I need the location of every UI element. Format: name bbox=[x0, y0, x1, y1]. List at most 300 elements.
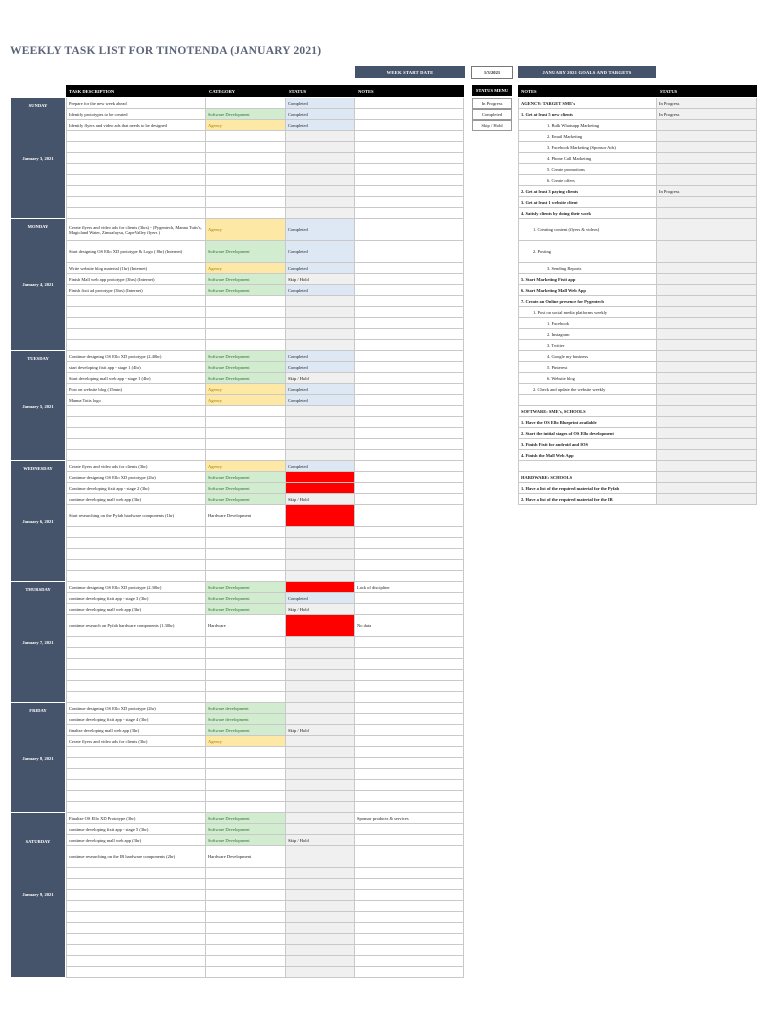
notes-cell[interactable] bbox=[355, 461, 464, 472]
goal-text-cell[interactable]: 3. Finish Fixit for android and IOS bbox=[518, 439, 657, 450]
notes-cell[interactable] bbox=[355, 417, 464, 428]
status-cell[interactable] bbox=[286, 659, 355, 670]
task-description-cell[interactable]: Finish Mall web app prototype (3hrs) (Internet) bbox=[66, 274, 206, 285]
status-cell[interactable] bbox=[286, 307, 355, 318]
task-description-cell[interactable] bbox=[66, 901, 206, 912]
notes-cell[interactable] bbox=[355, 131, 464, 142]
status-cell[interactable] bbox=[286, 549, 355, 560]
notes-cell[interactable] bbox=[355, 384, 464, 395]
task-description-cell[interactable] bbox=[66, 912, 206, 923]
category-cell[interactable] bbox=[206, 417, 286, 428]
category-cell[interactable] bbox=[206, 131, 286, 142]
goal-text-cell[interactable]: 1. Facebook bbox=[518, 318, 657, 329]
category-cell[interactable] bbox=[206, 318, 286, 329]
status-cell[interactable]: Completed bbox=[286, 395, 355, 406]
goal-status-cell[interactable]: In Progress bbox=[657, 98, 757, 109]
notes-cell[interactable]: Lack of discipline bbox=[355, 582, 464, 593]
category-cell[interactable] bbox=[206, 549, 286, 560]
task-description-cell[interactable] bbox=[66, 131, 206, 142]
notes-cell[interactable] bbox=[355, 186, 464, 197]
task-description-cell[interactable]: Continue developing fixit app - stage 2 (3hr) bbox=[66, 483, 206, 494]
notes-cell[interactable] bbox=[355, 175, 464, 186]
goal-text-cell[interactable]: 2. Get at least 3 paying clients bbox=[518, 186, 657, 197]
status-cell[interactable]: Completed bbox=[286, 241, 355, 263]
notes-cell[interactable] bbox=[355, 791, 464, 802]
task-description-cell[interactable]: Identify flyers and video ads that needs to be designed bbox=[66, 120, 206, 131]
task-description-cell[interactable]: start developing fixit app - stage 1 (4hr) bbox=[66, 362, 206, 373]
task-description-cell[interactable]: Start researching on the Pyfab hardware components (1hr) bbox=[66, 505, 206, 527]
goal-status-cell[interactable] bbox=[657, 362, 757, 373]
notes-cell[interactable] bbox=[355, 505, 464, 527]
task-description-cell[interactable]: continue developing fixit app - stage 4 (3hr) bbox=[66, 714, 206, 725]
task-description-cell[interactable] bbox=[66, 659, 206, 670]
task-description-cell[interactable] bbox=[66, 538, 206, 549]
status-cell[interactable]: Completed bbox=[286, 461, 355, 472]
task-description-cell[interactable]: continue developing fixit app - stage 3 (3hr) bbox=[66, 593, 206, 604]
status-cell[interactable] bbox=[286, 527, 355, 538]
category-cell[interactable]: Agency bbox=[206, 120, 286, 131]
goal-status-cell[interactable] bbox=[657, 461, 757, 472]
notes-cell[interactable] bbox=[355, 747, 464, 758]
status-cell[interactable] bbox=[286, 791, 355, 802]
task-description-cell[interactable]: Prepare for the new week ahead bbox=[66, 98, 206, 109]
category-cell[interactable] bbox=[206, 175, 286, 186]
category-cell[interactable]: Software Development bbox=[206, 494, 286, 505]
task-description-cell[interactable] bbox=[66, 428, 206, 439]
status-cell[interactable] bbox=[286, 186, 355, 197]
goal-status-cell[interactable] bbox=[657, 263, 757, 274]
notes-cell[interactable] bbox=[355, 681, 464, 692]
task-description-cell[interactable] bbox=[66, 758, 206, 769]
category-cell[interactable]: Software Development bbox=[206, 824, 286, 835]
status-option-completed[interactable]: Completed bbox=[472, 109, 512, 120]
status-cell[interactable] bbox=[286, 439, 355, 450]
task-description-cell[interactable] bbox=[66, 923, 206, 934]
task-description-cell[interactable] bbox=[66, 560, 206, 571]
category-cell[interactable] bbox=[206, 945, 286, 956]
goal-text-cell[interactable] bbox=[518, 395, 657, 406]
task-description-cell[interactable] bbox=[66, 571, 206, 582]
category-cell[interactable] bbox=[206, 802, 286, 813]
task-description-cell[interactable] bbox=[66, 879, 206, 890]
category-cell[interactable] bbox=[206, 956, 286, 967]
goal-text-cell[interactable]: 3. Sending Reports bbox=[518, 263, 657, 274]
notes-cell[interactable] bbox=[355, 274, 464, 285]
status-cell[interactable] bbox=[286, 901, 355, 912]
goal-status-cell[interactable] bbox=[657, 439, 757, 450]
task-description-cell[interactable] bbox=[66, 186, 206, 197]
task-description-cell[interactable] bbox=[66, 934, 206, 945]
notes-cell[interactable] bbox=[355, 725, 464, 736]
goal-text-cell[interactable]: 1. Post on social media platforms weekly bbox=[518, 307, 657, 318]
goal-text-cell[interactable]: 3. Facebook Marketing (Sponsor Ads) bbox=[518, 142, 657, 153]
goal-text-cell[interactable]: 2. Start the initial stages of OS Ello development bbox=[518, 428, 657, 439]
status-cell[interactable] bbox=[286, 670, 355, 681]
goal-text-cell[interactable] bbox=[518, 461, 657, 472]
notes-cell[interactable] bbox=[355, 835, 464, 846]
status-cell[interactable] bbox=[286, 769, 355, 780]
category-cell[interactable]: Hardware Development bbox=[206, 846, 286, 868]
notes-cell[interactable] bbox=[355, 956, 464, 967]
status-cell[interactable]: Completed bbox=[286, 384, 355, 395]
goal-status-cell[interactable]: In Progress bbox=[657, 109, 757, 120]
category-cell[interactable] bbox=[206, 329, 286, 340]
category-cell[interactable] bbox=[206, 208, 286, 219]
status-cell[interactable] bbox=[286, 197, 355, 208]
notes-cell[interactable] bbox=[355, 439, 464, 450]
goal-text-cell[interactable]: 6. Create offers bbox=[518, 175, 657, 186]
notes-cell[interactable] bbox=[355, 197, 464, 208]
goal-text-cell[interactable]: 2. Posting bbox=[518, 241, 657, 263]
status-cell[interactable]: Skip / Hold bbox=[286, 725, 355, 736]
task-description-cell[interactable] bbox=[66, 296, 206, 307]
task-description-cell[interactable]: Continue designing OS Ello XD prototype (2hr) bbox=[66, 472, 206, 483]
notes-cell[interactable] bbox=[355, 362, 464, 373]
task-description-cell[interactable]: Continue designing OS Ello XD prototype (2hr) bbox=[66, 703, 206, 714]
goal-status-cell[interactable] bbox=[657, 450, 757, 461]
task-description-cell[interactable]: Finish fixit ad prototype (3hrs) (Internet) bbox=[66, 285, 206, 296]
week-start-value[interactable]: 1/3/2021 bbox=[471, 66, 513, 79]
task-description-cell[interactable] bbox=[66, 450, 206, 461]
task-description-cell[interactable] bbox=[66, 967, 206, 978]
task-description-cell[interactable] bbox=[66, 307, 206, 318]
category-cell[interactable]: Software Development bbox=[206, 241, 286, 263]
status-cell[interactable] bbox=[286, 472, 355, 483]
goal-status-cell[interactable] bbox=[657, 373, 757, 384]
goal-status-cell[interactable] bbox=[657, 219, 757, 241]
task-description-cell[interactable] bbox=[66, 890, 206, 901]
status-cell[interactable] bbox=[286, 340, 355, 351]
goal-status-cell[interactable] bbox=[657, 153, 757, 164]
task-description-cell[interactable]: continue developing mall web app (3hr) bbox=[66, 604, 206, 615]
category-cell[interactable] bbox=[206, 780, 286, 791]
status-cell[interactable]: Completed bbox=[286, 263, 355, 274]
category-cell[interactable] bbox=[206, 439, 286, 450]
goal-status-cell[interactable] bbox=[657, 417, 757, 428]
status-cell[interactable] bbox=[286, 450, 355, 461]
goal-text-cell[interactable]: SOFTWARE: SME's, SCHOOLS bbox=[518, 406, 657, 417]
notes-cell[interactable] bbox=[355, 142, 464, 153]
category-cell[interactable]: Software Development bbox=[206, 274, 286, 285]
status-cell[interactable]: Completed bbox=[286, 593, 355, 604]
notes-cell[interactable] bbox=[355, 879, 464, 890]
task-description-cell[interactable]: Identify prototypes to be created bbox=[66, 109, 206, 120]
status-cell[interactable] bbox=[286, 945, 355, 956]
status-cell[interactable]: Skip / Hold bbox=[286, 604, 355, 615]
goal-status-cell[interactable] bbox=[657, 307, 757, 318]
category-cell[interactable] bbox=[206, 340, 286, 351]
category-cell[interactable]: Software development bbox=[206, 714, 286, 725]
status-cell[interactable] bbox=[286, 890, 355, 901]
task-description-cell[interactable] bbox=[66, 406, 206, 417]
task-description-cell[interactable] bbox=[66, 153, 206, 164]
status-cell[interactable] bbox=[286, 923, 355, 934]
status-cell[interactable] bbox=[286, 131, 355, 142]
goal-text-cell[interactable]: 2. Instagram bbox=[518, 329, 657, 340]
category-cell[interactable] bbox=[206, 758, 286, 769]
notes-cell[interactable] bbox=[355, 351, 464, 362]
category-cell[interactable]: Software Development bbox=[206, 593, 286, 604]
goal-status-cell[interactable] bbox=[657, 285, 757, 296]
category-cell[interactable] bbox=[206, 197, 286, 208]
goal-text-cell[interactable]: 7. Create an Online presence for Pygentech bbox=[518, 296, 657, 307]
notes-cell[interactable] bbox=[355, 296, 464, 307]
goal-status-cell[interactable] bbox=[657, 472, 757, 483]
status-cell[interactable] bbox=[286, 505, 355, 527]
category-cell[interactable] bbox=[206, 296, 286, 307]
category-cell[interactable] bbox=[206, 428, 286, 439]
notes-cell[interactable] bbox=[355, 428, 464, 439]
notes-cell[interactable] bbox=[355, 659, 464, 670]
status-cell[interactable] bbox=[286, 824, 355, 835]
task-description-cell[interactable] bbox=[66, 868, 206, 879]
category-cell[interactable]: Software Development bbox=[206, 813, 286, 824]
category-cell[interactable]: Agency bbox=[206, 384, 286, 395]
goal-status-cell[interactable] bbox=[657, 274, 757, 285]
notes-cell[interactable]: Sponsor products & services bbox=[355, 813, 464, 824]
goal-text-cell[interactable]: 6. Start Marketing Mall Web App bbox=[518, 285, 657, 296]
category-cell[interactable] bbox=[206, 538, 286, 549]
category-cell[interactable]: Software Development bbox=[206, 472, 286, 483]
notes-cell[interactable] bbox=[355, 164, 464, 175]
goal-text-cell[interactable]: 6. Website blog bbox=[518, 373, 657, 384]
goal-status-cell[interactable] bbox=[657, 340, 757, 351]
notes-cell[interactable] bbox=[355, 472, 464, 483]
notes-cell[interactable] bbox=[355, 527, 464, 538]
task-description-cell[interactable]: continue research on Pyfab hardware components (1.30hr) bbox=[66, 615, 206, 637]
notes-cell[interactable] bbox=[355, 329, 464, 340]
goal-text-cell[interactable]: 1. Creating content (flyers & videos) bbox=[518, 219, 657, 241]
notes-cell[interactable] bbox=[355, 890, 464, 901]
category-cell[interactable]: Agency bbox=[206, 395, 286, 406]
status-cell[interactable] bbox=[286, 956, 355, 967]
status-cell[interactable] bbox=[286, 758, 355, 769]
goal-status-cell[interactable] bbox=[657, 175, 757, 186]
task-description-cell[interactable] bbox=[66, 791, 206, 802]
task-description-cell[interactable] bbox=[66, 692, 206, 703]
category-cell[interactable] bbox=[206, 692, 286, 703]
goal-status-cell[interactable] bbox=[657, 164, 757, 175]
notes-cell[interactable] bbox=[355, 912, 464, 923]
status-cell[interactable]: Completed bbox=[286, 219, 355, 241]
status-cell[interactable] bbox=[286, 164, 355, 175]
status-cell[interactable]: Skip / Hold bbox=[286, 494, 355, 505]
status-cell[interactable] bbox=[286, 406, 355, 417]
category-cell[interactable]: Agency bbox=[206, 461, 286, 472]
notes-cell[interactable] bbox=[355, 109, 464, 120]
status-cell[interactable]: Completed bbox=[286, 120, 355, 131]
notes-cell[interactable] bbox=[355, 571, 464, 582]
status-cell[interactable] bbox=[286, 318, 355, 329]
notes-cell[interactable] bbox=[355, 483, 464, 494]
notes-cell[interactable] bbox=[355, 648, 464, 659]
category-cell[interactable] bbox=[206, 560, 286, 571]
category-cell[interactable] bbox=[206, 164, 286, 175]
notes-cell[interactable] bbox=[355, 934, 464, 945]
status-cell[interactable] bbox=[286, 692, 355, 703]
status-cell[interactable] bbox=[286, 208, 355, 219]
notes-cell[interactable] bbox=[355, 769, 464, 780]
category-cell[interactable] bbox=[206, 890, 286, 901]
status-cell[interactable]: Skip / Hold bbox=[286, 373, 355, 384]
task-description-cell[interactable] bbox=[66, 802, 206, 813]
goal-text-cell[interactable]: 5. Start Marketing Fixit app bbox=[518, 274, 657, 285]
notes-cell[interactable] bbox=[355, 758, 464, 769]
category-cell[interactable]: Software Development bbox=[206, 109, 286, 120]
task-description-cell[interactable] bbox=[66, 945, 206, 956]
category-cell[interactable] bbox=[206, 934, 286, 945]
task-description-cell[interactable] bbox=[66, 439, 206, 450]
category-cell[interactable]: Software Development bbox=[206, 835, 286, 846]
status-cell[interactable] bbox=[286, 846, 355, 868]
notes-cell[interactable] bbox=[355, 120, 464, 131]
status-cell[interactable]: Completed bbox=[286, 109, 355, 120]
goal-text-cell[interactable]: 1. Bulk Whatsapp Marketing bbox=[518, 120, 657, 131]
goal-status-cell[interactable] bbox=[657, 406, 757, 417]
task-description-cell[interactable] bbox=[66, 175, 206, 186]
category-cell[interactable] bbox=[206, 923, 286, 934]
task-description-cell[interactable] bbox=[66, 670, 206, 681]
goal-text-cell[interactable]: AGENCY: TARGET SME's bbox=[518, 98, 657, 109]
category-cell[interactable] bbox=[206, 307, 286, 318]
category-cell[interactable] bbox=[206, 186, 286, 197]
task-description-cell[interactable]: continue researching on the IB hardware components (2hr) bbox=[66, 846, 206, 868]
goal-text-cell[interactable]: 4. Google my business bbox=[518, 351, 657, 362]
task-description-cell[interactable] bbox=[66, 780, 206, 791]
status-cell[interactable]: Completed bbox=[286, 362, 355, 373]
goal-status-cell[interactable] bbox=[657, 428, 757, 439]
status-cell[interactable] bbox=[286, 736, 355, 747]
task-description-cell[interactable] bbox=[66, 769, 206, 780]
status-cell[interactable] bbox=[286, 813, 355, 824]
goal-status-cell[interactable] bbox=[657, 494, 757, 505]
category-cell[interactable] bbox=[206, 637, 286, 648]
status-cell[interactable] bbox=[286, 681, 355, 692]
task-description-cell[interactable] bbox=[66, 164, 206, 175]
category-cell[interactable]: Agency bbox=[206, 263, 286, 274]
goal-text-cell[interactable]: 1. Have a list of the required material for the Pyfab bbox=[518, 483, 657, 494]
notes-cell[interactable] bbox=[355, 285, 464, 296]
status-cell[interactable] bbox=[286, 879, 355, 890]
task-description-cell[interactable] bbox=[66, 329, 206, 340]
status-cell[interactable] bbox=[286, 780, 355, 791]
notes-cell[interactable] bbox=[355, 901, 464, 912]
status-cell[interactable] bbox=[286, 615, 355, 637]
notes-cell[interactable] bbox=[355, 406, 464, 417]
status-cell[interactable]: Completed bbox=[286, 351, 355, 362]
category-cell[interactable]: Software Development bbox=[206, 483, 286, 494]
goal-status-cell[interactable] bbox=[657, 329, 757, 340]
task-description-cell[interactable] bbox=[66, 417, 206, 428]
task-description-cell[interactable] bbox=[66, 747, 206, 758]
task-description-cell[interactable] bbox=[66, 142, 206, 153]
status-cell[interactable] bbox=[286, 296, 355, 307]
task-description-cell[interactable]: Create flyers and video ads for clients (3hrs) - (Pygentech, Manna Tutis's, Magicland Water, Zimsafaysu, CapeValley flyers ) bbox=[66, 219, 206, 241]
category-cell[interactable]: Software development bbox=[206, 703, 286, 714]
status-cell[interactable] bbox=[286, 637, 355, 648]
notes-cell[interactable] bbox=[355, 714, 464, 725]
status-option-in-progress[interactable]: In Progress bbox=[472, 98, 512, 109]
category-cell[interactable] bbox=[206, 98, 286, 109]
notes-cell[interactable] bbox=[355, 868, 464, 879]
notes-cell[interactable] bbox=[355, 263, 464, 274]
category-cell[interactable]: Agency bbox=[206, 219, 286, 241]
goal-text-cell[interactable]: 4. Satisfy clients by doing their work bbox=[518, 208, 657, 219]
notes-cell[interactable] bbox=[355, 560, 464, 571]
task-description-cell[interactable]: Manna Tutis logo bbox=[66, 395, 206, 406]
goal-text-cell[interactable]: 1. Have the OS Ello Blueprint available bbox=[518, 417, 657, 428]
notes-cell[interactable] bbox=[355, 846, 464, 868]
goal-status-cell[interactable] bbox=[657, 395, 757, 406]
category-cell[interactable] bbox=[206, 659, 286, 670]
task-description-cell[interactable]: finalize developing mall web app (3hr) bbox=[66, 725, 206, 736]
notes-cell[interactable] bbox=[355, 219, 464, 241]
notes-cell[interactable] bbox=[355, 153, 464, 164]
task-description-cell[interactable]: continue developing fixit app - stage 5 (3hr) bbox=[66, 824, 206, 835]
category-cell[interactable] bbox=[206, 912, 286, 923]
category-cell[interactable]: Software Development bbox=[206, 285, 286, 296]
notes-cell[interactable] bbox=[355, 208, 464, 219]
task-description-cell[interactable]: continue developing mall web app (3hr) bbox=[66, 494, 206, 505]
status-cell[interactable] bbox=[286, 912, 355, 923]
notes-cell[interactable] bbox=[355, 395, 464, 406]
notes-cell[interactable] bbox=[355, 604, 464, 615]
goal-text-cell[interactable]: 1. Get at least 5 new clients bbox=[518, 109, 657, 120]
task-description-cell[interactable] bbox=[66, 197, 206, 208]
notes-cell[interactable] bbox=[355, 450, 464, 461]
task-description-cell[interactable] bbox=[66, 208, 206, 219]
status-cell[interactable] bbox=[286, 538, 355, 549]
status-cell[interactable] bbox=[286, 428, 355, 439]
category-cell[interactable] bbox=[206, 142, 286, 153]
goal-status-cell[interactable] bbox=[657, 208, 757, 219]
category-cell[interactable] bbox=[206, 879, 286, 890]
notes-cell[interactable] bbox=[355, 802, 464, 813]
category-cell[interactable] bbox=[206, 747, 286, 758]
notes-cell[interactable] bbox=[355, 241, 464, 263]
goal-status-cell[interactable]: In Progress bbox=[657, 186, 757, 197]
category-cell[interactable] bbox=[206, 153, 286, 164]
status-cell[interactable] bbox=[286, 582, 355, 593]
task-description-cell[interactable]: Post on website blog (15min) bbox=[66, 384, 206, 395]
status-cell[interactable] bbox=[286, 802, 355, 813]
goal-text-cell[interactable]: HARDWARE: SCHOOLS bbox=[518, 472, 657, 483]
status-cell[interactable] bbox=[286, 648, 355, 659]
status-cell[interactable] bbox=[286, 142, 355, 153]
notes-cell[interactable] bbox=[355, 637, 464, 648]
category-cell[interactable] bbox=[206, 791, 286, 802]
category-cell[interactable]: Software Development bbox=[206, 725, 286, 736]
task-description-cell[interactable]: Create flyers and video ads for clients (3hr) bbox=[66, 461, 206, 472]
category-cell[interactable]: Software Development bbox=[206, 582, 286, 593]
status-cell[interactable] bbox=[286, 934, 355, 945]
task-description-cell[interactable]: Start designing OS Ello XD prototype & Logo ( 8hr) (Internet) bbox=[66, 241, 206, 263]
category-cell[interactable]: Software Development bbox=[206, 373, 286, 384]
status-cell[interactable]: Skip / Hold bbox=[286, 835, 355, 846]
status-cell[interactable] bbox=[286, 967, 355, 978]
category-cell[interactable] bbox=[206, 901, 286, 912]
category-cell[interactable]: Software Development bbox=[206, 362, 286, 373]
status-cell[interactable] bbox=[286, 571, 355, 582]
goal-status-cell[interactable] bbox=[657, 142, 757, 153]
goal-text-cell[interactable]: 3. Twitter bbox=[518, 340, 657, 351]
notes-cell[interactable] bbox=[355, 670, 464, 681]
task-description-cell[interactable]: Start developing mall web app - stage 1 (4hr) bbox=[66, 373, 206, 384]
notes-cell[interactable]: No data bbox=[355, 615, 464, 637]
status-cell[interactable] bbox=[286, 560, 355, 571]
goal-status-cell[interactable] bbox=[657, 241, 757, 263]
status-cell[interactable]: Skip / Hold bbox=[286, 274, 355, 285]
